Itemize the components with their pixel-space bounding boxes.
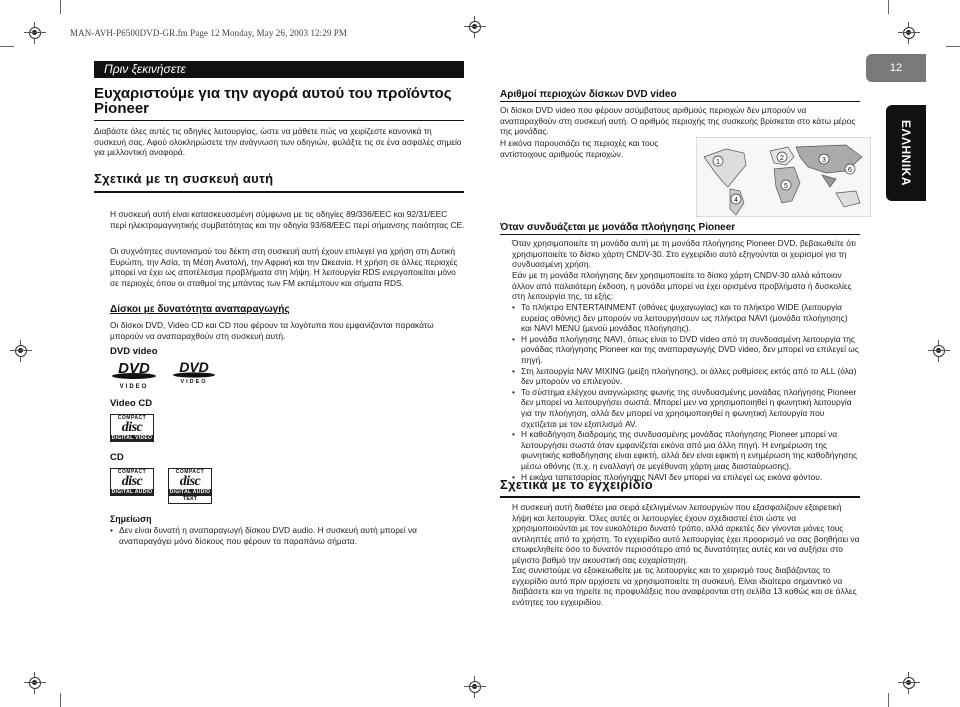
dvd-logo-sub: VIDEO bbox=[119, 384, 149, 390]
list-item: • Το πλήκτρο ENTERTAINMENT (οθόνες ψυχαγωγίας) και το πλήκτρο WIDE (λειτουργία ευρείας οθόνης) δεν μπορούν να λειτουργήσουν ως πλήκτρα NAVI (μονάδα πλοήγησης) και NAVI MENU (μενού μονάδας πλοήγησης). bbox=[512, 302, 860, 334]
crop-line bbox=[888, 693, 889, 707]
list-item: • Δεν είναι δυνατή η αναπαραγωγή δίσκου DVD audio. Η συσκευή αυτή μπορεί να αναπαραγάγει μόνο δίσκους που φέρουν τα παραπάνω σήματα. bbox=[110, 525, 465, 546]
discs-text: Οι δίσκοι DVD, Video CD και CD που φέρουν τα λογότυπα που εμφανίζονται παρακάτω μπορούν να αναπαραχθούν στη συσκευή αυτή. bbox=[110, 320, 434, 341]
thanks-heading: Ευχαριστούμε για την αγορά αυτού του προϊόντος Pioneer bbox=[94, 85, 452, 117]
dvd-logo-sub-alt: VIDEO bbox=[180, 379, 208, 384]
registration-mark-bottom-right bbox=[898, 672, 920, 694]
label-dvd-video: DVD video bbox=[110, 346, 158, 357]
about-heading-rule bbox=[94, 191, 464, 193]
dvd-logo-word-alt: DVD bbox=[179, 360, 209, 375]
logo-disc-text: disc bbox=[121, 474, 143, 489]
region-map bbox=[696, 137, 871, 217]
registration-mark-top-center bbox=[464, 16, 486, 38]
video-cd-logo bbox=[110, 414, 154, 442]
thanks-text: Διαβάστε όλες αυτές τις οδηγίες λειτουργίας, ώστε να μάθετε πώς να χειρίζεστε κανονικά τη συσκευή σας. Αφού ολοκληρώσετε την ανάγνωση των οδηγιών, φυλάξτε τις σε ένα ασφαλές σημείο για μελλοντική αναφορά. bbox=[94, 126, 462, 158]
combined-text-2: Εάν με τη μονάδα πλοήγησης δεν χρησιμοποιείτε το δίσκο χάρτη CNDV-30 αλλά κάποιον άλλον από παλαιότερη έκδοση, η μονάδα μπορεί να έχει ορισμένα προβλήματα ή δυσκολίες στη λειτουργία της, τα εξής: bbox=[512, 270, 852, 302]
combined-list bbox=[512, 302, 860, 482]
dvd-logo-word: DVD bbox=[118, 360, 150, 377]
map-number-3: 3 bbox=[822, 157, 826, 164]
cd-logo bbox=[110, 468, 154, 496]
manual-text-1: Η συσκευή αυτή διαθέτει μια σειρά εξελιγμένων λειτουργιών που εξασφαλίζουν εξαιρετική λήψη και λειτουργία. Όλες αυτές οι λειτουργίες έχουν σχεδιαστεί έτσι ώστε να χρησιμοποιούνται με τον ευκολότερο δυνατό τρόπο, αλλά αρκετές δεν γίνονται μόνες τους αντιληπτές από το χρήστη. Το εγχειρίδιο αυτό λειτουργίας έχει προορισμό να σας βοηθήσει να επωφεληθείτε όσο το δυνατόν περισσότερο από τις δυνατότητες αυτές και να αυξήσει στο μέγιστο βαθμό την ακουστική σας ευχαρίστηση. bbox=[512, 502, 860, 565]
crop-line bbox=[60, 0, 61, 14]
combined-text-1: Όταν χρησιμοποιείτε τη μονάδα αυτή με τη μονάδα πλοήγησης Pioneer DVD, βεβαιωθείτε ότι χρησιμοποιείτε το δίσκο χάρτη CNDV-30. Στο εγχειρίδιο αυτό εξηγούνται οι χειρισμοί για τη συνδυασμένη χρήση. bbox=[512, 238, 856, 270]
crop-line bbox=[946, 46, 960, 47]
registration-mark-mid-right bbox=[928, 340, 950, 362]
label-cd: CD bbox=[110, 452, 124, 463]
language-tab bbox=[886, 105, 926, 201]
section-title-bar: Πριν ξεκινήσετε bbox=[94, 61, 464, 78]
map-number-6: 6 bbox=[848, 167, 852, 174]
region-text-1: Οι δίσκοι DVD video που φέρουν ασύμβατους αριθμούς περιοχών δεν μπορούν να αναπαραχθούν στη συσκευή αυτή. Ο αριθμός περιοχής της συσκευής βρίσκεται στο κάτω μέρος της μονάδας. bbox=[500, 105, 856, 137]
map-number-2: 2 bbox=[780, 155, 784, 162]
list-item: • Η καθοδήγηση διαδρομής της συνδυασμένης μονάδας πλοήγησης Pioneer μπορεί να λειτουργήσει σωστά όταν εμφανίζεται εικόνα από μια άλλη πηγή. Η ενημέρωση της φωνητικής καθοδήγησης είναι εφικτή, αλλά δεν είναι εφικτή η ενημέρωση της καθοδήγησης μέσω οθόνης (π.χ. η εναλλαγή σε μεγέθυνση χάρτη μιας διασταύρωσης). bbox=[512, 429, 860, 471]
list-item: • Στη λειτουργία NAV MIXING (μείξη πλοήγησης), οι άλλες ρυθμίσεις εκτός από το ALL (όλα) δεν μπορούν να επιλεγούν. bbox=[512, 366, 860, 387]
combined-heading: Όταν συνδυάζεται με μονάδα πλοήγησης Pioneer bbox=[500, 222, 736, 233]
logo-compact-text: COMPACT bbox=[117, 469, 147, 475]
logo-digital-audio-text: DIGITAL AUDIO bbox=[111, 489, 153, 495]
page-number-tab: 12 bbox=[866, 54, 926, 82]
about-text-1: Η συσκευή αυτή είναι κατασκευασμένη σύμφωνα με τις οδηγίες 89/336/EEC και 92/31/EEC περί ηλεκτρομαγνητικής συμβατότητας και την οδηγία 93/68/EEC περί σήμανσης ποιότητας CE. bbox=[110, 209, 465, 230]
logo-text-text: TEXT bbox=[169, 495, 211, 503]
region-heading-rule bbox=[500, 101, 860, 102]
note-heading: Σημείωση bbox=[110, 514, 152, 524]
note-list bbox=[110, 525, 465, 546]
crop-line bbox=[60, 693, 61, 707]
manual-heading: Σχετικά με το εγχειρίδιο bbox=[500, 477, 653, 492]
map-number-5: 5 bbox=[784, 183, 788, 190]
logo-compact-text: COMPACT bbox=[117, 415, 147, 421]
map-number-1: 1 bbox=[716, 159, 720, 166]
discs-heading: Δίσκοι με δυνατότητα αναπαραγωγής bbox=[110, 304, 290, 315]
list-item: • Το σύστημα ελέγχου αναγνώρισης φωνής της συνδυασμένης μονάδας πλοήγησης Pioneer δεν μπορεί να λειτουργήσει σωστά. Μπορεί μεν να χρησιμοποιηθεί η φωνητική λειτουργία για την πλοήγηση, αλλά δεν μπορεί να χρησιμοποιηθεί η φωνητική λειτουργία που σχετίζεται με τον εξοπλισμό AV. bbox=[512, 387, 860, 429]
file-info: MAN-AVH-P6500DVD-GR.fm Page 12 Monday, May 26, 2003 12:29 PM bbox=[70, 28, 347, 38]
region-text-2: Η εικόνα παρουσιάζει τις περιοχές και τους αντίστοιχους αριθμούς περιοχών. bbox=[500, 138, 659, 159]
about-text-2: Οι συχνότητες συντονισμού του δέκτη στη συσκευή αυτή έχουν επιλεγεί για χρήση στη Δυτική Ευρώπη, την Ασία, τη Μέση Ανατολή, την Αφρική και την Ωκεανία. Η χρήση σε άλλες περιοχές μπορεί να έχει ως αποτέλεσμα προβλήματα στη λήψη. Η λειτουργία RDS ενεργοποιείται μόνο σε περιοχές όπου οι σταθμοί της μπάντας των FM εκπέμπουν και σήματα RDS. bbox=[110, 246, 458, 288]
registration-mark-bottom-center bbox=[464, 676, 486, 698]
map-number-4: 4 bbox=[734, 197, 738, 204]
cd-text-logo bbox=[168, 468, 212, 504]
logo-digital-video-text: DIGITAL VIDEO bbox=[111, 435, 153, 441]
manual-heading-rule bbox=[500, 496, 860, 498]
language-tab-label: ΕΛΛΗΝΙΚΑ bbox=[899, 119, 913, 187]
logo-digital-audio-text: DIGITAL AUDIO bbox=[169, 489, 211, 495]
list-item: • Η εικόνα ταπετσαρίας πλοήγησης NAVI δεν μπορεί να επιλεγεί ως εικόνα φόντου. bbox=[512, 472, 860, 483]
crop-line bbox=[888, 0, 889, 14]
about-heading: Σχετικά με τη συσκευή αυτή bbox=[94, 171, 274, 186]
logo-disc-text: disc bbox=[179, 474, 201, 489]
region-heading: Αριθμοί περιοχών δίσκων DVD video bbox=[500, 89, 677, 100]
registration-mark-bottom-left bbox=[24, 672, 46, 694]
registration-mark-top-right bbox=[898, 22, 920, 44]
label-video-cd: Video CD bbox=[110, 398, 153, 409]
dvd-video-logo bbox=[110, 360, 158, 390]
thanks-heading-rule bbox=[94, 120, 464, 121]
list-item: • Η μονάδα πλοήγησης NAVI, όπως είναι το DVD video από τη συνδυασμένη λειτουργία της μονάδας πλοήγησης Pioneer και της αναπαραγωγής DVD video, δεν μπορεί να επιλεγεί ως πηγή. bbox=[512, 334, 860, 366]
logo-compact-text: COMPACT bbox=[175, 469, 205, 475]
registration-mark-top-left bbox=[24, 22, 46, 44]
crop-line bbox=[0, 46, 14, 47]
dvd-video-logo-alt bbox=[170, 360, 218, 384]
logo-disc-text: disc bbox=[121, 420, 143, 435]
registration-mark-mid-left bbox=[10, 340, 32, 362]
manual-text-2: Σας συνιστούμε να εξοικειωθείτε με τις λειτουργίες και το χειρισμό τους διαβάζοντας το εγχειρίδιο αυτό πριν αρχίσετε να χρησιμοποιείτε τη συσκευή. Είναι ιδιαίτερα σημαντικό να διαβάσετε και να τηρείτε τις προφυλάξεις που αναφέρονται στη σελίδα 13 καθώς και σε άλλες ενότητες του εγχειριδίου. bbox=[512, 565, 857, 607]
combined-heading-rule bbox=[500, 234, 860, 235]
